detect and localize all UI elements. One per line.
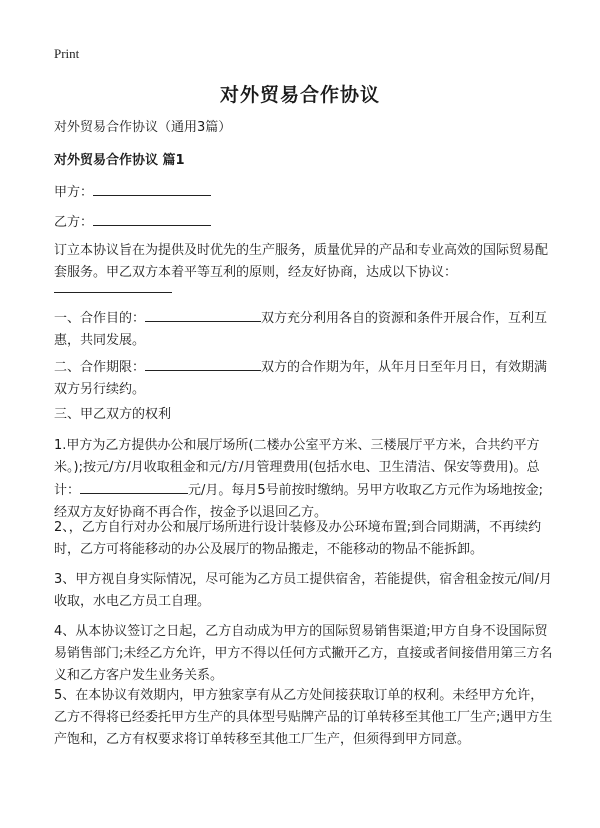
section-heading: 对外贸易合作协议 篇1 [54,153,185,168]
item1-text: 双方充分利用各自的资源和条件开展合作，互利互惠，共同发展。 [54,311,548,348]
party-b-blank [93,211,211,226]
party-a-line [54,181,554,204]
clause1-text-b: 元/月。每月5号前按时缴纳。另甲方收取乙方元作为场地按金;经双方友好协商不再合作，按金予以退回乙方。 [54,483,544,520]
intro-paragraph: 订立本协议旨在为提供及时优先的生产服务，质量优异的产品和专业高效的国际贸易配套服务。甲乙双方本着平等互利的原则，经友好协商，达成以下协议： [54,243,549,280]
party-a-label: 甲方： [54,185,94,200]
clause3-paragraph: 3、甲方视自身实际情况，尽可能为乙方员工提供宿舍，若能提供，宿舍租金按元/间/月收取，水电乙方员工自理。 [54,572,553,609]
document-title: 对外贸易合作协议 [219,84,380,106]
clause4-paragraph: 4、从本协议签订之日起，乙方自动成为甲方的国际贸易销售渠道;甲方自身不设国际贸易销售部门;未经乙方允许，甲方不得以任何方式撇开乙方，直接或者间接借用第三方名义和乙方客户发生业务关系。 [54,624,553,683]
item3-heading: 三、甲乙双方的权利 [54,407,172,422]
item1-blank [145,307,261,322]
item1-paragraph [54,307,554,352]
party-a-blank [93,181,211,196]
clause5-paragraph: 5、在本协议有效期内，甲方独家享有从乙方处间接获取订单的权利。未经甲方允许，乙方不得将已经委托甲方生产的具体型号贴牌产品的订单转移至其他工厂生产;遇甲方生产饱和，乙方有权要求将订单转移至其他工厂生产，但须得到甲方同意。 [54,688,553,747]
clause2-paragraph: 2、，乙方自行对办公和展厅场所进行设计装修及办公环境布置;到合同期满，不再续约时，乙方可将能移动的办公及展厅的物品搬走，不能移动的物品不能拆卸。 [54,520,542,557]
separator-rule [54,292,172,293]
party-b-line [54,211,554,234]
item2-paragraph [54,356,554,401]
item2-label: 二、合作期限： [54,360,146,375]
item2-text: 双方的合作期为年，从年月日至年月日，有效期满双方另行续约。 [54,360,548,397]
document-subtitle: 对外贸易合作协议（通用3篇） [54,120,232,135]
clause1-paragraph [54,435,554,524]
print-link[interactable]: Print [54,46,80,61]
item1-label: 一、合作目的： [54,311,146,326]
party-b-label: 乙方： [54,215,94,230]
clause1-text-a: 1.甲方为乙方提供办公和展厅场所(二楼办公室平方米、三楼展厅平方米，合共约平方米。);按元/方/月收取租金和元/方/月管理费用(包括水电、卫生清洁、保安等费用)。总计： [54,438,540,498]
item2-blank [145,356,261,371]
clause1-total-blank [80,479,188,494]
